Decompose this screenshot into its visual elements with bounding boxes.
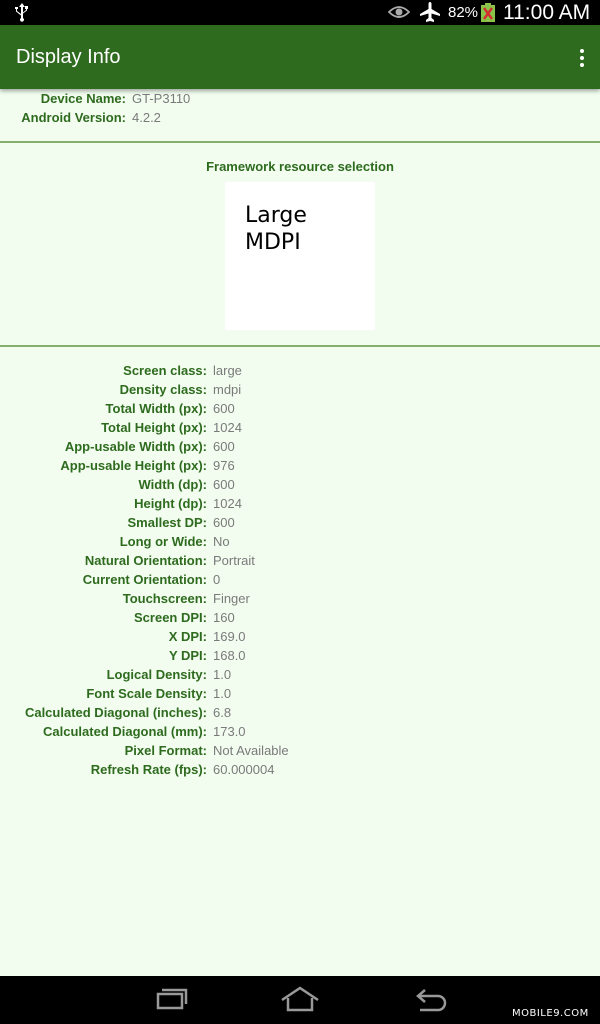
info-label: Logical Density: [106, 667, 207, 682]
info-label: Smallest DP: [127, 515, 207, 530]
info-value: Not Available [213, 743, 289, 758]
info-value: 168.0 [213, 648, 246, 663]
info-label: Screen DPI: [134, 610, 207, 625]
info-row [0, 418, 242, 437]
info-label: Total Width (px): [105, 401, 207, 416]
info-row [0, 684, 232, 703]
info-row [0, 513, 235, 532]
info-value: 1.0 [213, 667, 232, 682]
framework-density: MDPI [245, 230, 301, 255]
info-label: Calculated Diagonal (mm): [43, 724, 207, 739]
airplane-icon [418, 1, 442, 23]
usb-icon [12, 2, 32, 22]
info-row [0, 760, 275, 779]
info-row [0, 551, 255, 570]
info-row [0, 627, 246, 646]
navigation-bar [0, 976, 600, 1024]
info-row [0, 741, 289, 760]
info-row [0, 570, 221, 589]
info-label: Width (dp): [138, 477, 207, 492]
info-value: 160 [213, 610, 235, 625]
eye-icon [388, 4, 410, 20]
info-row [0, 89, 191, 108]
info-value: 1.0 [213, 686, 232, 701]
info-value: 600 [213, 515, 235, 530]
info-value: 6.8 [213, 705, 232, 720]
info-label: Calculated Diagonal (inches): [24, 705, 207, 720]
info-row [0, 494, 242, 513]
recent-apps-icon[interactable] [148, 984, 192, 1016]
info-value: 976 [213, 458, 235, 473]
info-value: 1024 [213, 496, 242, 511]
watermark: MOBILE9.COM [512, 1008, 589, 1019]
info-value: No [213, 534, 230, 549]
battery-icon [481, 3, 495, 22]
info-label: App-usable Width (px): [64, 439, 207, 454]
info-label: Font Scale Density: [86, 686, 207, 701]
info-row [0, 646, 246, 665]
info-label: Touchscreen: [122, 591, 207, 606]
status-bar [0, 0, 600, 25]
info-label: App-usable Height (px): [60, 458, 207, 473]
info-row [0, 665, 232, 684]
info-row [0, 608, 235, 627]
info-value: mdpi [213, 382, 242, 397]
info-label: Device Name: [40, 91, 126, 106]
home-icon[interactable] [278, 984, 322, 1016]
framework-size: Large [245, 203, 307, 228]
info-label: Density class: [119, 382, 207, 397]
info-label: Current Orientation: [82, 572, 207, 587]
divider [0, 345, 600, 347]
info-label: Total Height (px): [101, 420, 207, 435]
info-label: Android Version: [21, 110, 126, 125]
info-row [0, 380, 242, 399]
info-label: Refresh Rate (fps): [90, 762, 207, 777]
info-value: large [213, 363, 242, 378]
back-icon[interactable] [408, 984, 452, 1016]
info-label: Pixel Format: [124, 743, 207, 758]
info-value: 600 [213, 477, 235, 492]
info-value: 600 [213, 439, 235, 454]
info-value: 4.2.2 [132, 110, 161, 125]
info-label: Natural Orientation: [84, 553, 207, 568]
info-row [0, 589, 250, 608]
info-value: 1024 [213, 420, 242, 435]
info-row [0, 722, 246, 741]
info-row [0, 532, 230, 551]
overflow-menu-icon[interactable] [572, 47, 592, 69]
framework-resource-box [225, 182, 375, 330]
framework-title: Framework resource selection [206, 159, 394, 174]
info-row [0, 361, 242, 380]
info-label: Height (dp): [134, 496, 207, 511]
info-label: X DPI: [168, 629, 207, 644]
info-value: 60.000004 [213, 762, 275, 777]
info-row [0, 703, 232, 722]
info-row [0, 108, 161, 127]
info-value: Finger [213, 591, 250, 606]
info-row [0, 475, 235, 494]
info-label: Screen class: [123, 363, 207, 378]
info-value: 173.0 [213, 724, 246, 739]
app-bar [0, 25, 600, 89]
info-row [0, 437, 235, 456]
info-row [0, 399, 235, 418]
info-label: Y DPI: [168, 648, 207, 663]
divider [0, 141, 600, 143]
info-value: 169.0 [213, 629, 246, 644]
battery-percent: 82% [448, 4, 479, 21]
app-title: Display Info [16, 46, 121, 68]
info-label: Long or Wide: [119, 534, 207, 549]
info-row [0, 456, 235, 475]
info-value: Portrait [213, 553, 255, 568]
info-value: 0 [213, 572, 221, 587]
clock: 11:00 AM [503, 1, 591, 24]
info-value: GT-P3110 [132, 91, 191, 106]
info-value: 600 [213, 401, 235, 416]
